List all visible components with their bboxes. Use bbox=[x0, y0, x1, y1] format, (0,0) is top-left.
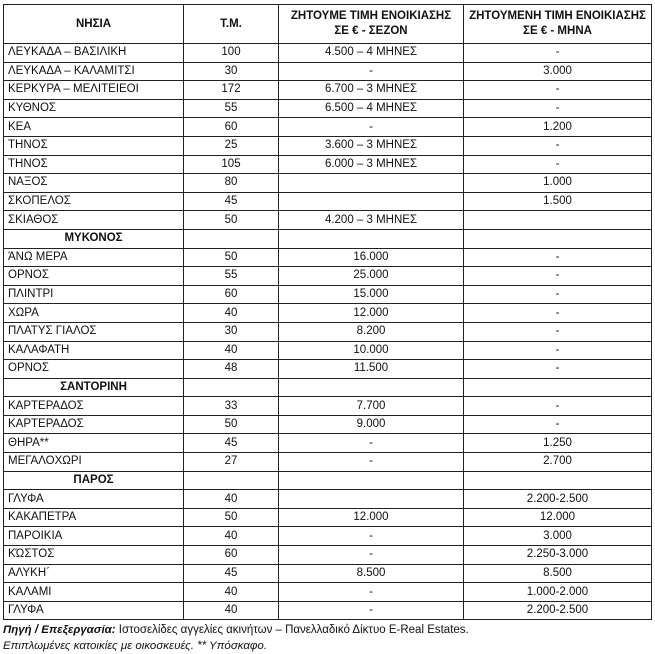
cell-island: ΓΛΥΦΑ bbox=[4, 601, 184, 620]
cell-sqm: 105 bbox=[184, 155, 279, 174]
cell-sqm: 40 bbox=[184, 490, 279, 509]
table-row bbox=[4, 546, 652, 565]
header-season-price: ΖΗΤΟΥΜΕ ΤΙΜΗ ΕΝΟΙΚΙΑΣΗΣ ΣΕ € - ΣΕΖΟΝ bbox=[279, 5, 464, 44]
table-row bbox=[4, 490, 652, 509]
table-row bbox=[4, 360, 652, 379]
table-row bbox=[4, 44, 652, 63]
table-header-row bbox=[4, 5, 652, 44]
cell-island: ΚΕΑ bbox=[4, 118, 184, 137]
table-row bbox=[4, 415, 652, 434]
cell-island: ΧΩΡΑ bbox=[4, 304, 184, 323]
cell-season-price: - bbox=[279, 546, 464, 565]
cell-sqm: 60 bbox=[184, 546, 279, 565]
source-label: Πηγή / Επεξεργασία: bbox=[3, 624, 116, 636]
cell-month-price: - bbox=[464, 322, 652, 341]
cell-month-price: 1.250 bbox=[464, 434, 652, 453]
cell-sqm: 40 bbox=[184, 341, 279, 360]
cell-month-price: - bbox=[464, 136, 652, 155]
cell-month-price: 3.000 bbox=[464, 527, 652, 546]
cell-season-price: - bbox=[279, 118, 464, 137]
cell-season-price: 7.700 bbox=[279, 397, 464, 416]
cell-island: ΣΚΙΑΘΟΣ bbox=[4, 211, 184, 230]
cell-month-price: - bbox=[464, 341, 652, 360]
cell-sqm: 172 bbox=[184, 81, 279, 100]
cell-season-price: 4.500 – 4 ΜΗΝΕΣ bbox=[279, 44, 464, 63]
table-body bbox=[4, 44, 652, 620]
cell-month-price: 2.200-2.500 bbox=[464, 601, 652, 620]
cell-month-price: 2.250-3.000 bbox=[464, 546, 652, 565]
cell-sqm: 40 bbox=[184, 304, 279, 323]
table-row bbox=[4, 341, 652, 360]
cell-sqm: 27 bbox=[184, 453, 279, 472]
table-row bbox=[4, 192, 652, 211]
cell-island: ΚΕΡΚΥΡΑ – ΜΕΛΙΤΕΙΕΟΙ bbox=[4, 81, 184, 100]
cell-month-price: 8.500 bbox=[464, 564, 652, 583]
table-row bbox=[4, 583, 652, 602]
table-row bbox=[4, 601, 652, 620]
cell-month-price: - bbox=[464, 248, 652, 267]
table-row bbox=[4, 285, 652, 304]
cell-island: ΚΑΡΤΕΡΑΔΟΣ bbox=[4, 415, 184, 434]
table-row bbox=[4, 397, 652, 416]
table-row bbox=[4, 81, 652, 100]
source-line bbox=[3, 622, 651, 638]
table-row bbox=[4, 434, 652, 453]
cell-month-price: - bbox=[464, 267, 652, 286]
cell-sqm bbox=[184, 471, 279, 490]
cell-island: ΑΛΥΚΗ΄ bbox=[4, 564, 184, 583]
footnote: Επιπλωμένες κατοικίες με οικοσκευές. ** Υπόσκαφο. bbox=[3, 640, 268, 652]
cell-sqm: 40 bbox=[184, 601, 279, 620]
cell-season-price bbox=[279, 378, 464, 397]
cell-season-price: 6.000 – 3 ΜΗΝΕΣ bbox=[279, 155, 464, 174]
cell-month-price: 1.500 bbox=[464, 192, 652, 211]
cell-month-price: 12.000 bbox=[464, 508, 652, 527]
cell-sqm: 55 bbox=[184, 99, 279, 118]
cell-sqm: 80 bbox=[184, 174, 279, 193]
cell-season-price: - bbox=[279, 453, 464, 472]
cell-season-price: 6.500 – 4 ΜΗΝΕΣ bbox=[279, 99, 464, 118]
cell-sqm: 25 bbox=[184, 136, 279, 155]
cell-month-price: - bbox=[464, 397, 652, 416]
cell-sqm: 33 bbox=[184, 397, 279, 416]
cell-month-price bbox=[464, 378, 652, 397]
cell-sqm: 45 bbox=[184, 434, 279, 453]
cell-island: ΚΑΚΑΠΕΤΡΑ bbox=[4, 508, 184, 527]
source-text: Ιστοσελίδες αγγελίες ακινήτων – Πανελλαδικό Δίκτυο E-Real Estates. bbox=[115, 624, 469, 636]
cell-season-price: 16.000 bbox=[279, 248, 464, 267]
cell-sqm: 40 bbox=[184, 583, 279, 602]
table-row bbox=[4, 508, 652, 527]
cell-season-price bbox=[279, 471, 464, 490]
cell-season-price: 8.200 bbox=[279, 322, 464, 341]
cell-month-price: - bbox=[464, 360, 652, 379]
cell-sqm: 50 bbox=[184, 211, 279, 230]
table-footer bbox=[3, 622, 651, 654]
cell-sqm: 48 bbox=[184, 360, 279, 379]
cell-season-price: 3.600 – 3 ΜΗΝΕΣ bbox=[279, 136, 464, 155]
table-row bbox=[4, 136, 652, 155]
cell-island: ΚΏΣΤΟΣ bbox=[4, 546, 184, 565]
cell-sqm: 55 bbox=[184, 267, 279, 286]
cell-island: ΤΗΝΟΣ bbox=[4, 136, 184, 155]
cell-sqm: 45 bbox=[184, 564, 279, 583]
cell-season-price: - bbox=[279, 527, 464, 546]
table-row bbox=[4, 527, 652, 546]
table-group-row bbox=[4, 471, 652, 490]
table-group-row bbox=[4, 378, 652, 397]
rental-price-table bbox=[3, 4, 652, 620]
cell-sqm: 30 bbox=[184, 62, 279, 81]
cell-island: ΚΑΛΑΦΑΤΗ bbox=[4, 341, 184, 360]
cell-season-price: 10.000 bbox=[279, 341, 464, 360]
table-row bbox=[4, 322, 652, 341]
cell-season-price: 6.700 – 3 ΜΗΝΕΣ bbox=[279, 81, 464, 100]
table-row bbox=[4, 155, 652, 174]
cell-sqm: 60 bbox=[184, 285, 279, 304]
cell-month-price: - bbox=[464, 81, 652, 100]
cell-season-price: - bbox=[279, 601, 464, 620]
cell-season-price: 12.000 bbox=[279, 304, 464, 323]
cell-month-price: - bbox=[464, 155, 652, 174]
table-row bbox=[4, 564, 652, 583]
header-month-price: ΖΗΤΟΥΜΕΝΗ ΤΙΜΗ ΕΝΟΙΚΙΑΣΗΣ ΣΕ € - ΜΗΝΑ bbox=[464, 5, 652, 44]
cell-sqm: 60 bbox=[184, 118, 279, 137]
cell-season-price: 4.200 – 3 ΜΗΝΕΣ bbox=[279, 211, 464, 230]
cell-season-price: 8.500 bbox=[279, 564, 464, 583]
cell-island: ΠΑΡΟΙΚΙΑ bbox=[4, 527, 184, 546]
cell-island: ΘΗΡΑ** bbox=[4, 434, 184, 453]
cell-island: ΟΡΝΟΣ bbox=[4, 360, 184, 379]
rental-price-table-container bbox=[3, 4, 651, 620]
cell-month-price: 1.200 bbox=[464, 118, 652, 137]
cell-season-price: - bbox=[279, 434, 464, 453]
cell-island: ΆΝΩ ΜΕΡΑ bbox=[4, 248, 184, 267]
cell-sqm: 100 bbox=[184, 44, 279, 63]
cell-month-price: - bbox=[464, 415, 652, 434]
cell-month-price bbox=[464, 211, 652, 230]
cell-island: ΠΛΑΤΥΣ ΓΙΑΛΟΣ bbox=[4, 322, 184, 341]
cell-month-price: 1.000-2.000 bbox=[464, 583, 652, 602]
cell-season-price: 11.500 bbox=[279, 360, 464, 379]
cell-island: ΣΑΝΤΟΡΙΝΗ bbox=[4, 378, 184, 397]
cell-season-price: 15.000 bbox=[279, 285, 464, 304]
cell-season-price bbox=[279, 192, 464, 211]
cell-month-price: - bbox=[464, 285, 652, 304]
cell-month-price: 2.700 bbox=[464, 453, 652, 472]
cell-season-price: 12.000 bbox=[279, 508, 464, 527]
header-islands: ΝΗΣΙΑ bbox=[4, 5, 184, 44]
cell-island: ΚΑΡΤΕΡΑΔΟΣ bbox=[4, 397, 184, 416]
table-row bbox=[4, 174, 652, 193]
table-row bbox=[4, 304, 652, 323]
cell-month-price: 2.200-2.500 bbox=[464, 490, 652, 509]
cell-sqm: 50 bbox=[184, 508, 279, 527]
table-row bbox=[4, 453, 652, 472]
cell-island: ΛΕΥΚΑΔΑ – ΚΑΛΑΜΙΤΣΙ bbox=[4, 62, 184, 81]
cell-island: ΟΡΝΟΣ bbox=[4, 267, 184, 286]
cell-sqm bbox=[184, 229, 279, 248]
table-row bbox=[4, 248, 652, 267]
table-row bbox=[4, 99, 652, 118]
cell-sqm: 50 bbox=[184, 415, 279, 434]
cell-season-price: 9.000 bbox=[279, 415, 464, 434]
cell-island: ΜΥΚΟΝΟΣ bbox=[4, 229, 184, 248]
cell-season-price bbox=[279, 229, 464, 248]
cell-month-price bbox=[464, 229, 652, 248]
cell-season-price bbox=[279, 174, 464, 193]
cell-month-price: - bbox=[464, 44, 652, 63]
cell-sqm bbox=[184, 378, 279, 397]
cell-sqm: 50 bbox=[184, 248, 279, 267]
cell-month-price: - bbox=[464, 99, 652, 118]
table-row bbox=[4, 118, 652, 137]
header-sqm: Τ.Μ. bbox=[184, 5, 279, 44]
cell-month-price: 1.000 bbox=[464, 174, 652, 193]
cell-island: ΚΑΛΑΜΙ bbox=[4, 583, 184, 602]
table-row bbox=[4, 211, 652, 230]
table-group-row bbox=[4, 229, 652, 248]
cell-island: ΓΛΥΦΑ bbox=[4, 490, 184, 509]
cell-island: ΝΑΞΟΣ bbox=[4, 174, 184, 193]
cell-season-price bbox=[279, 490, 464, 509]
cell-island: ΣΚΟΠΕΛΟΣ bbox=[4, 192, 184, 211]
cell-island: ΜΕΓΑΛΟΧΩΡΙ bbox=[4, 453, 184, 472]
cell-island: ΚΥΘΝΟΣ bbox=[4, 99, 184, 118]
table-row bbox=[4, 62, 652, 81]
cell-month-price bbox=[464, 471, 652, 490]
cell-sqm: 45 bbox=[184, 192, 279, 211]
cell-season-price: - bbox=[279, 583, 464, 602]
cell-island: ΛΕΥΚΑΔΑ – ΒΑΣΙΛΙΚΗ bbox=[4, 44, 184, 63]
table-row bbox=[4, 267, 652, 286]
cell-month-price: 3.000 bbox=[464, 62, 652, 81]
cell-sqm: 30 bbox=[184, 322, 279, 341]
cell-island: ΤΗΝΟΣ bbox=[4, 155, 184, 174]
cell-sqm: 40 bbox=[184, 527, 279, 546]
cell-season-price: - bbox=[279, 62, 464, 81]
cell-island: ΠΑΡΟΣ bbox=[4, 471, 184, 490]
cell-island: ΠΛΙΝΤΡΙ bbox=[4, 285, 184, 304]
cell-month-price: - bbox=[464, 304, 652, 323]
cell-season-price: 25.000 bbox=[279, 267, 464, 286]
